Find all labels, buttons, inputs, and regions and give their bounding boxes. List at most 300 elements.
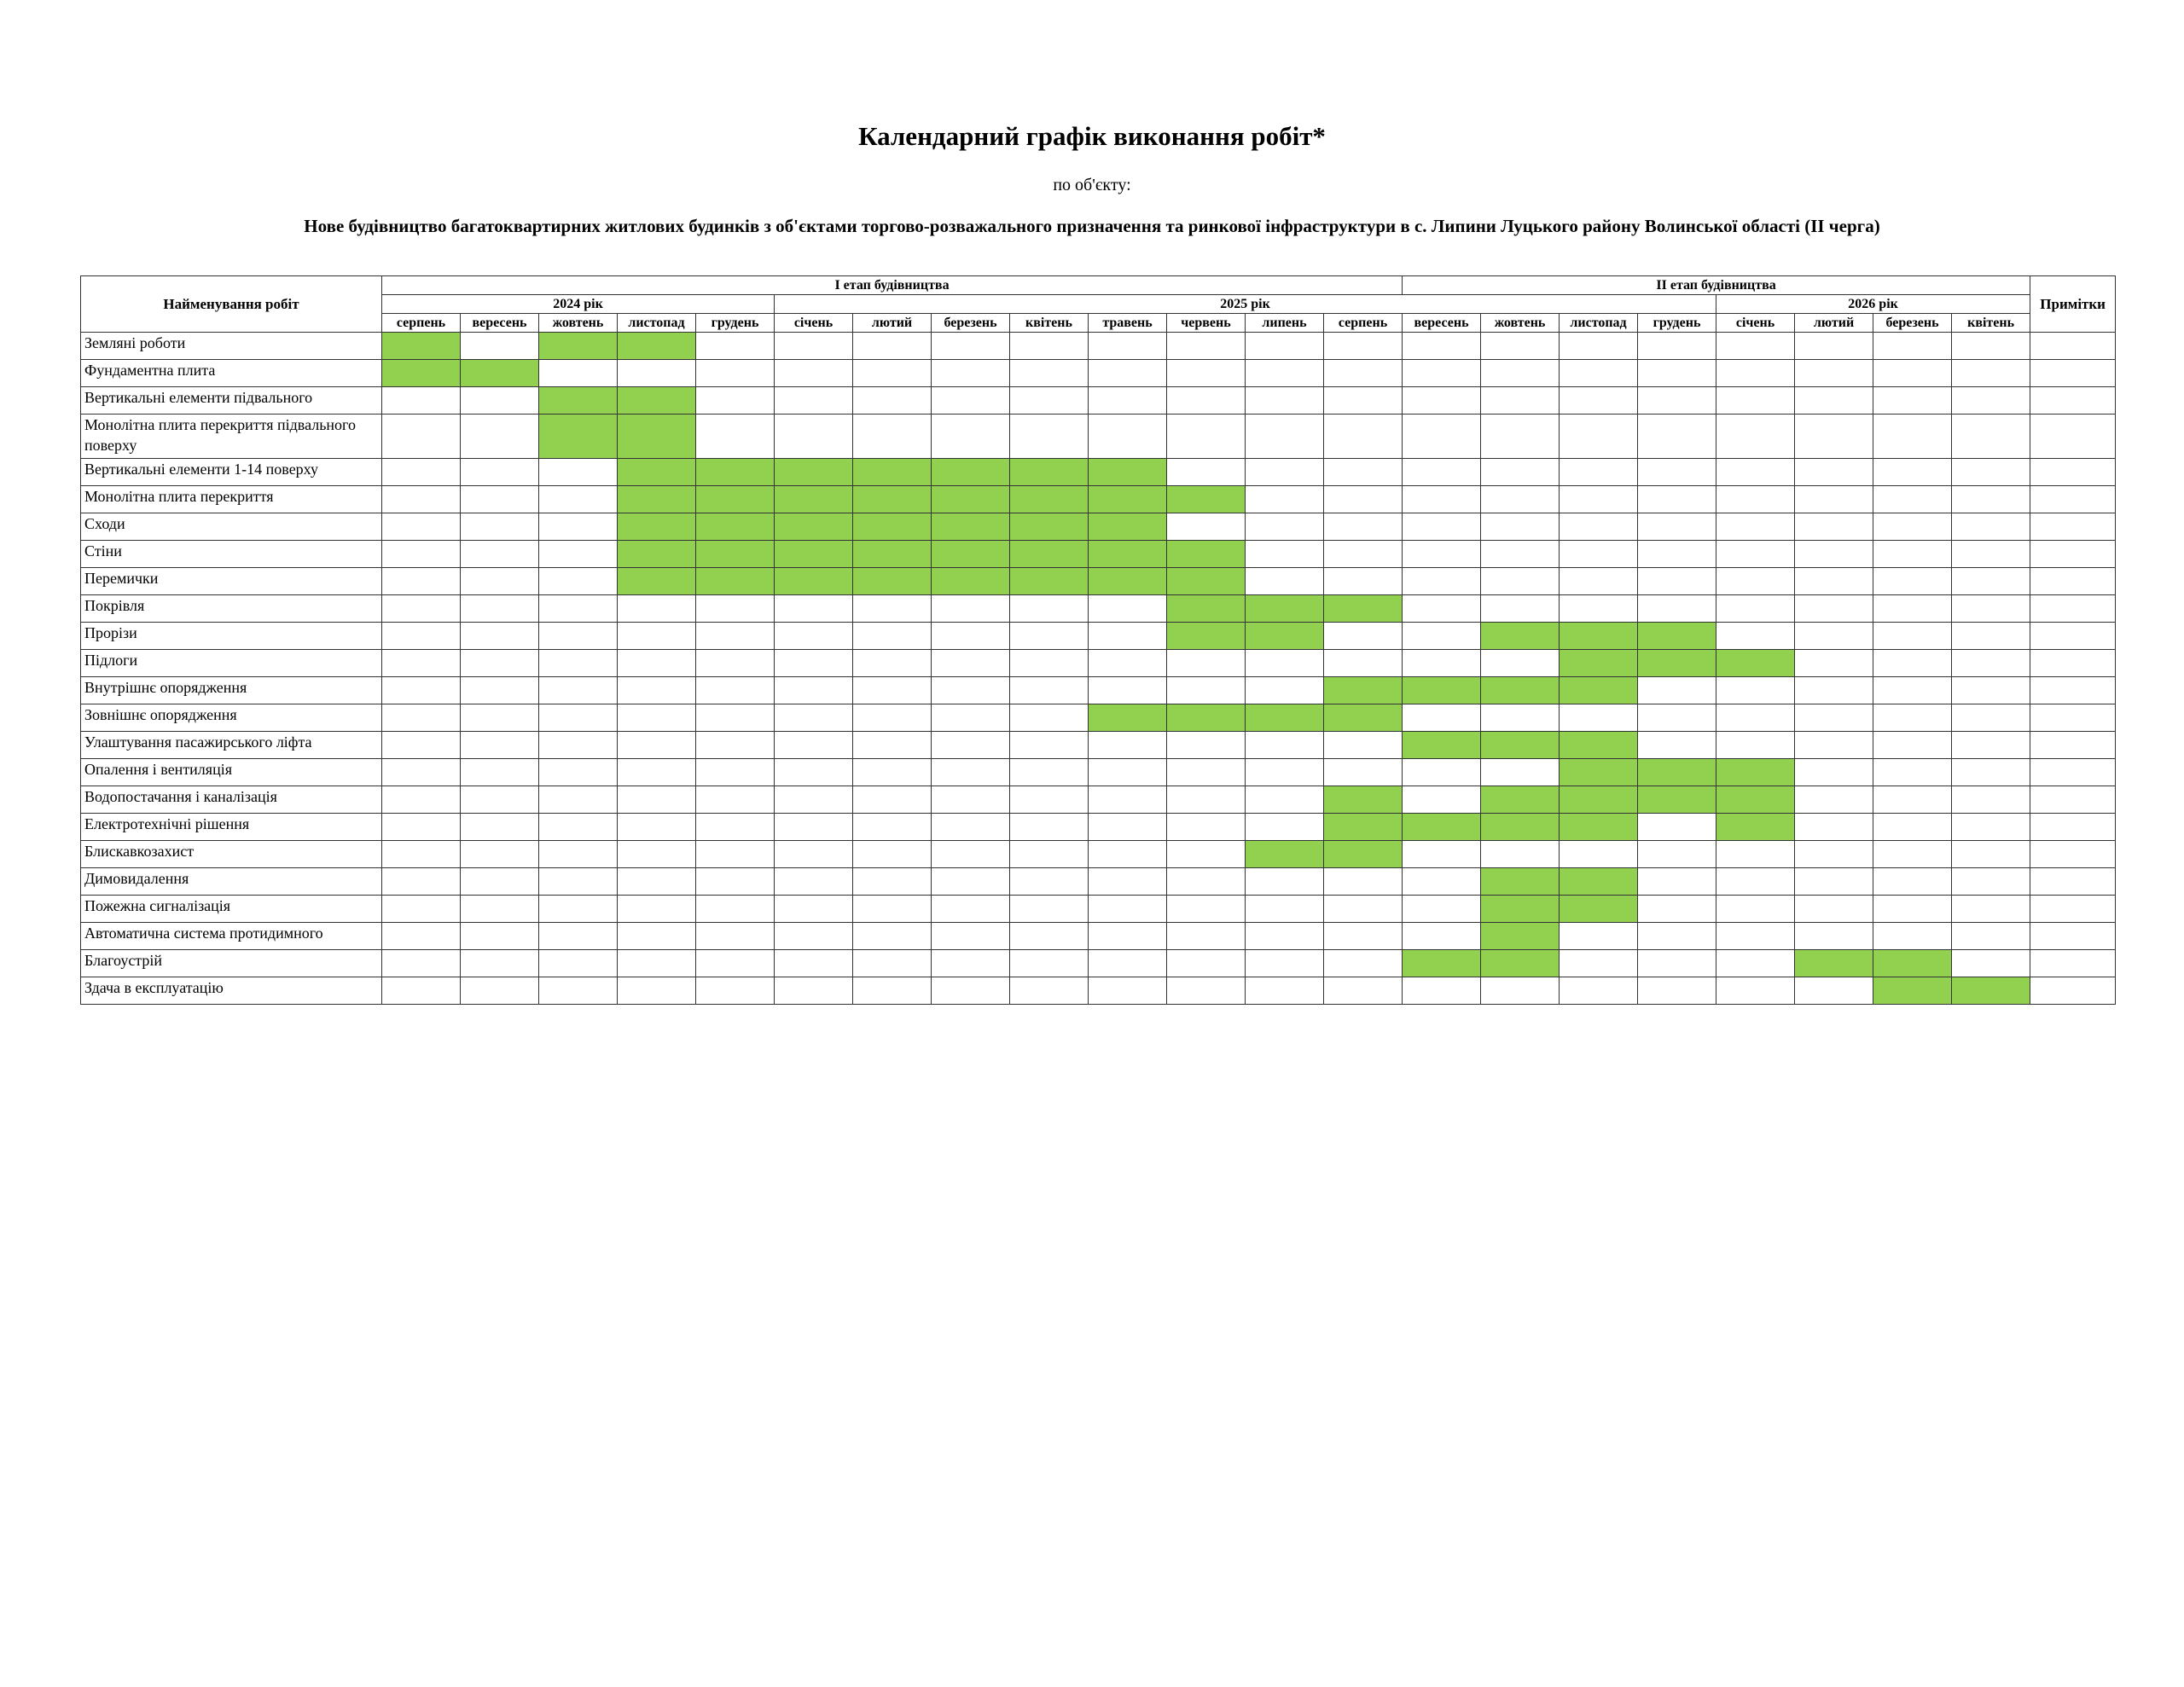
table-row xyxy=(81,759,2116,786)
schedule-table xyxy=(80,275,2116,1005)
schedule-cell xyxy=(1403,977,1481,1005)
schedule-cell xyxy=(1560,387,1638,415)
schedule-cell xyxy=(1010,950,1089,977)
schedule-cell xyxy=(1481,387,1560,415)
schedule-cell xyxy=(1481,333,1560,360)
schedule-cell-active xyxy=(1246,595,1324,623)
schedule-cell-active xyxy=(1324,841,1403,868)
work-name-cell: Благоустрій xyxy=(81,950,382,977)
month-header: березень xyxy=(932,314,1010,333)
work-name-cell: Димовидалення xyxy=(81,868,382,896)
schedule-cell xyxy=(1481,360,1560,387)
schedule-cell xyxy=(1716,704,1795,732)
month-header: жовтень xyxy=(1481,314,1560,333)
schedule-cell xyxy=(539,923,618,950)
schedule-cell xyxy=(1638,704,1716,732)
schedule-cell xyxy=(1089,868,1167,896)
schedule-cell xyxy=(775,415,853,459)
schedule-cell xyxy=(1089,415,1167,459)
schedule-cell xyxy=(382,732,461,759)
schedule-cell xyxy=(539,541,618,568)
schedule-cell xyxy=(461,333,539,360)
schedule-cell xyxy=(1795,459,1873,486)
schedule-cell-active xyxy=(1638,759,1716,786)
table-row xyxy=(81,595,2116,623)
schedule-cell xyxy=(1638,541,1716,568)
schedule-cell xyxy=(1089,623,1167,650)
work-name-cell: Улаштування пасажирського ліфта xyxy=(81,732,382,759)
schedule-cell-active xyxy=(1089,568,1167,595)
schedule-cell xyxy=(932,704,1010,732)
schedule-cell xyxy=(1795,595,1873,623)
notes-cell xyxy=(2030,677,2116,704)
schedule-cell xyxy=(1246,896,1324,923)
schedule-cell-active xyxy=(1481,896,1560,923)
schedule-cell xyxy=(1952,459,2030,486)
schedule-cell xyxy=(1952,595,2030,623)
schedule-cell xyxy=(539,977,618,1005)
year-header: 2024 рік xyxy=(382,295,775,314)
schedule-cell xyxy=(461,841,539,868)
schedule-cell xyxy=(1167,977,1246,1005)
schedule-cell xyxy=(382,459,461,486)
schedule-cell-active xyxy=(1167,486,1246,513)
schedule-cell-active xyxy=(1167,541,1246,568)
table-row xyxy=(81,704,2116,732)
schedule-cell xyxy=(1560,541,1638,568)
notes-cell xyxy=(2030,387,2116,415)
schedule-cell xyxy=(618,814,696,841)
schedule-cell xyxy=(1952,923,2030,950)
schedule-cell xyxy=(1246,759,1324,786)
schedule-cell-active xyxy=(1167,595,1246,623)
schedule-cell xyxy=(696,814,775,841)
schedule-cell xyxy=(1403,704,1481,732)
schedule-cell xyxy=(1952,650,2030,677)
schedule-cell xyxy=(1795,568,1873,595)
schedule-cell-active xyxy=(1403,950,1481,977)
schedule-cell xyxy=(1010,595,1089,623)
schedule-cell xyxy=(1952,841,2030,868)
schedule-cell xyxy=(1246,459,1324,486)
schedule-cell xyxy=(775,387,853,415)
schedule-cell-active xyxy=(1481,814,1560,841)
schedule-cell xyxy=(1952,868,2030,896)
schedule-cell-active xyxy=(1010,513,1089,541)
schedule-cell xyxy=(1481,841,1560,868)
schedule-cell xyxy=(1795,923,1873,950)
schedule-cell xyxy=(1010,704,1089,732)
schedule-cell xyxy=(1873,814,1952,841)
schedule-cell xyxy=(1324,415,1403,459)
schedule-cell-active xyxy=(539,333,618,360)
schedule-cell xyxy=(775,732,853,759)
schedule-cell xyxy=(1638,415,1716,459)
month-header: листопад xyxy=(618,314,696,333)
schedule-cell xyxy=(775,868,853,896)
schedule-cell xyxy=(1246,868,1324,896)
schedule-cell xyxy=(696,595,775,623)
schedule-cell xyxy=(1089,896,1167,923)
schedule-cell xyxy=(618,677,696,704)
schedule-cell xyxy=(696,732,775,759)
schedule-cell xyxy=(1481,704,1560,732)
schedule-cell xyxy=(932,759,1010,786)
month-header: серпень xyxy=(1324,314,1403,333)
schedule-cell-active xyxy=(1873,977,1952,1005)
schedule-cell xyxy=(1873,595,1952,623)
work-name-cell: Перемички xyxy=(81,568,382,595)
schedule-cell xyxy=(539,759,618,786)
schedule-cell xyxy=(382,568,461,595)
schedule-cell xyxy=(1324,486,1403,513)
schedule-cell xyxy=(1010,786,1089,814)
schedule-cell xyxy=(853,841,932,868)
schedule-cell xyxy=(1638,568,1716,595)
schedule-cell-active xyxy=(696,541,775,568)
schedule-cell-active xyxy=(853,513,932,541)
schedule-cell xyxy=(853,732,932,759)
month-header: березень xyxy=(1873,314,1952,333)
schedule-cell xyxy=(1952,387,2030,415)
schedule-cell xyxy=(1010,896,1089,923)
schedule-cell xyxy=(1560,415,1638,459)
schedule-cell xyxy=(1873,623,1952,650)
schedule-cell xyxy=(1638,896,1716,923)
schedule-cell xyxy=(1324,623,1403,650)
schedule-cell xyxy=(382,677,461,704)
schedule-cell xyxy=(696,759,775,786)
schedule-cell xyxy=(1873,459,1952,486)
work-name-cell: Монолітна плита перекриття підвального поверху xyxy=(81,415,382,459)
schedule-cell xyxy=(1324,868,1403,896)
table-row xyxy=(81,360,2116,387)
schedule-cell-active xyxy=(1089,513,1167,541)
schedule-cell xyxy=(1246,387,1324,415)
schedule-cell xyxy=(1324,650,1403,677)
schedule-cell xyxy=(1089,950,1167,977)
schedule-cell xyxy=(1873,786,1952,814)
schedule-cell xyxy=(775,923,853,950)
schedule-cell-active xyxy=(1324,704,1403,732)
schedule-cell xyxy=(1167,650,1246,677)
schedule-cell xyxy=(1952,360,2030,387)
table-row xyxy=(81,513,2116,541)
schedule-cell xyxy=(1873,732,1952,759)
schedule-cell xyxy=(1403,513,1481,541)
schedule-cell xyxy=(775,759,853,786)
schedule-cell xyxy=(1403,896,1481,923)
schedule-cell xyxy=(853,415,932,459)
schedule-cell xyxy=(1324,950,1403,977)
schedule-cell-active xyxy=(1246,704,1324,732)
work-name-cell: Земляні роботи xyxy=(81,333,382,360)
schedule-cell xyxy=(1873,568,1952,595)
schedule-cell-active xyxy=(775,459,853,486)
schedule-cell xyxy=(775,650,853,677)
schedule-cell xyxy=(1638,360,1716,387)
schedule-cell-active xyxy=(1716,759,1795,786)
schedule-cell xyxy=(1716,360,1795,387)
month-header: жовтень xyxy=(539,314,618,333)
schedule-cell xyxy=(1010,977,1089,1005)
notes-cell xyxy=(2030,977,2116,1005)
schedule-cell xyxy=(1560,704,1638,732)
schedule-cell xyxy=(932,868,1010,896)
schedule-cell xyxy=(1246,732,1324,759)
schedule-cell xyxy=(1716,333,1795,360)
schedule-cell xyxy=(696,677,775,704)
schedule-cell xyxy=(1638,950,1716,977)
schedule-cell-active xyxy=(853,568,932,595)
notes-cell xyxy=(2030,650,2116,677)
schedule-cell xyxy=(1403,360,1481,387)
schedule-cell xyxy=(1638,677,1716,704)
schedule-cell-active xyxy=(618,387,696,415)
schedule-cell xyxy=(853,950,932,977)
schedule-cell-active xyxy=(1795,950,1873,977)
schedule-cell xyxy=(1638,459,1716,486)
schedule-cell-active xyxy=(1638,786,1716,814)
schedule-cell xyxy=(1952,333,2030,360)
schedule-cell xyxy=(382,513,461,541)
schedule-cell xyxy=(461,814,539,841)
schedule-cell xyxy=(461,387,539,415)
schedule-cell xyxy=(1246,786,1324,814)
schedule-cell xyxy=(696,923,775,950)
schedule-cell xyxy=(1246,486,1324,513)
work-name-cell: Прорізи xyxy=(81,623,382,650)
schedule-cell xyxy=(932,623,1010,650)
month-header: лютий xyxy=(853,314,932,333)
schedule-cell xyxy=(1873,415,1952,459)
schedule-cell xyxy=(382,541,461,568)
work-name-cell: Пожежна сигналізація xyxy=(81,896,382,923)
schedule-cell xyxy=(1638,977,1716,1005)
schedule-cell xyxy=(1873,650,1952,677)
notes-cell xyxy=(2030,923,2116,950)
schedule-cell-active xyxy=(1167,704,1246,732)
schedule-cell xyxy=(1638,333,1716,360)
schedule-cell xyxy=(1010,923,1089,950)
object-name: Нове будівництво багатоквартирних житлових будинків з об'єктами торгово-розважального призначення та ринкової інфраструктури в с. Липини Луцького району Волинської області (ІІ черга) xyxy=(304,216,1880,236)
notes-cell xyxy=(2030,732,2116,759)
schedule-cell xyxy=(539,868,618,896)
schedule-cell-active xyxy=(932,513,1010,541)
schedule-cell-active xyxy=(1246,841,1324,868)
schedule-cell xyxy=(1952,786,2030,814)
schedule-cell xyxy=(461,568,539,595)
schedule-cell xyxy=(1324,759,1403,786)
schedule-cell xyxy=(1795,333,1873,360)
schedule-cell xyxy=(932,732,1010,759)
table-row xyxy=(81,333,2116,360)
table-row xyxy=(81,650,2116,677)
schedule-cell xyxy=(1403,541,1481,568)
schedule-cell xyxy=(618,950,696,977)
schedule-cell xyxy=(1952,896,2030,923)
month-header: грудень xyxy=(696,314,775,333)
schedule-cell xyxy=(461,459,539,486)
month-header: січень xyxy=(1716,314,1795,333)
schedule-cell xyxy=(461,950,539,977)
schedule-cell xyxy=(461,415,539,459)
schedule-cell xyxy=(932,841,1010,868)
schedule-cell xyxy=(1010,759,1089,786)
schedule-cell xyxy=(1638,387,1716,415)
schedule-cell xyxy=(1873,333,1952,360)
schedule-cell xyxy=(932,333,1010,360)
schedule-cell xyxy=(853,650,932,677)
schedule-cell xyxy=(1873,486,1952,513)
schedule-cell xyxy=(1716,387,1795,415)
schedule-cell-active xyxy=(696,568,775,595)
notes-cell xyxy=(2030,415,2116,459)
schedule-cell xyxy=(1716,486,1795,513)
schedule-cell-active xyxy=(696,513,775,541)
schedule-cell-active xyxy=(1716,786,1795,814)
work-name-cell: Підлоги xyxy=(81,650,382,677)
schedule-cell xyxy=(1010,814,1089,841)
schedule-cell-active xyxy=(1167,568,1246,595)
schedule-cell xyxy=(932,595,1010,623)
schedule-cell xyxy=(1795,415,1873,459)
table-row xyxy=(81,950,2116,977)
work-name-cell: Фундаментна плита xyxy=(81,360,382,387)
schedule-cell xyxy=(932,896,1010,923)
month-header-row xyxy=(81,314,2116,333)
schedule-cell-active xyxy=(1873,950,1952,977)
schedule-cell xyxy=(696,868,775,896)
schedule-cell xyxy=(853,759,932,786)
schedule-cell xyxy=(1560,841,1638,868)
month-header: квітень xyxy=(1952,314,2030,333)
schedule-cell xyxy=(932,923,1010,950)
stage-header-row xyxy=(81,276,2116,295)
schedule-cell xyxy=(696,360,775,387)
schedule-cell-active xyxy=(1089,459,1167,486)
schedule-cell-active xyxy=(618,415,696,459)
schedule-cell xyxy=(1795,868,1873,896)
schedule-cell-active xyxy=(1638,623,1716,650)
month-header: червень xyxy=(1167,314,1246,333)
schedule-cell xyxy=(1716,595,1795,623)
schedule-cell xyxy=(1795,486,1873,513)
notes-cell xyxy=(2030,841,2116,868)
schedule-cell xyxy=(539,568,618,595)
schedule-cell xyxy=(1010,732,1089,759)
schedule-cell xyxy=(1952,513,2030,541)
stage-header: ІІ етап будівництва xyxy=(1403,276,2030,295)
notes-cell xyxy=(2030,623,2116,650)
notes-cell xyxy=(2030,704,2116,732)
schedule-cell xyxy=(539,896,618,923)
schedule-cell xyxy=(775,333,853,360)
schedule-cell xyxy=(382,486,461,513)
schedule-cell-active xyxy=(1010,486,1089,513)
work-name-header: Найменування робіт xyxy=(81,276,382,333)
schedule-cell xyxy=(1246,541,1324,568)
work-name-cell: Покрівля xyxy=(81,595,382,623)
schedule-cell xyxy=(1638,513,1716,541)
schedule-cell xyxy=(1167,677,1246,704)
month-header: вересень xyxy=(461,314,539,333)
schedule-cell xyxy=(1716,868,1795,896)
schedule-cell xyxy=(618,977,696,1005)
schedule-cell xyxy=(1324,896,1403,923)
schedule-cell xyxy=(1246,950,1324,977)
schedule-cell xyxy=(539,360,618,387)
schedule-cell xyxy=(1089,814,1167,841)
month-header: листопад xyxy=(1560,314,1638,333)
table-row xyxy=(81,387,2116,415)
schedule-cell-active xyxy=(696,459,775,486)
schedule-cell xyxy=(1010,333,1089,360)
schedule-cell xyxy=(1795,841,1873,868)
schedule-cell xyxy=(1560,977,1638,1005)
schedule-cell xyxy=(1246,568,1324,595)
schedule-cell xyxy=(1873,677,1952,704)
schedule-cell xyxy=(775,595,853,623)
schedule-cell-active xyxy=(775,486,853,513)
schedule-cell-active xyxy=(932,568,1010,595)
schedule-cell xyxy=(1952,704,2030,732)
schedule-cell xyxy=(1403,486,1481,513)
schedule-cell xyxy=(1010,650,1089,677)
schedule-cell xyxy=(1089,759,1167,786)
schedule-cell xyxy=(1324,977,1403,1005)
schedule-cell xyxy=(1167,814,1246,841)
schedule-cell xyxy=(1246,360,1324,387)
table-row xyxy=(81,977,2116,1005)
schedule-cell xyxy=(1167,360,1246,387)
schedule-cell xyxy=(1716,623,1795,650)
schedule-cell xyxy=(1795,623,1873,650)
notes-cell xyxy=(2030,814,2116,841)
schedule-cell xyxy=(853,814,932,841)
table-row xyxy=(81,459,2116,486)
schedule-cell xyxy=(1167,333,1246,360)
schedule-cell xyxy=(696,896,775,923)
schedule-cell xyxy=(1010,387,1089,415)
schedule-cell xyxy=(461,732,539,759)
notes-cell xyxy=(2030,759,2116,786)
table-row xyxy=(81,568,2116,595)
schedule-cell xyxy=(1873,541,1952,568)
schedule-cell xyxy=(1873,513,1952,541)
schedule-cell-active xyxy=(1638,650,1716,677)
schedule-cell xyxy=(853,360,932,387)
schedule-cell xyxy=(1089,841,1167,868)
schedule-cell xyxy=(1795,977,1873,1005)
schedule-cell xyxy=(1716,977,1795,1005)
schedule-cell xyxy=(1403,568,1481,595)
notes-cell xyxy=(2030,595,2116,623)
schedule-cell xyxy=(618,650,696,677)
schedule-cell xyxy=(1952,415,2030,459)
schedule-cell xyxy=(932,387,1010,415)
schedule-cell xyxy=(382,896,461,923)
work-name-cell: Внутрішнє опорядження xyxy=(81,677,382,704)
schedule-cell-active xyxy=(382,333,461,360)
schedule-cell xyxy=(696,786,775,814)
schedule-cell xyxy=(853,896,932,923)
schedule-cell xyxy=(696,841,775,868)
schedule-cell-active xyxy=(1952,977,2030,1005)
schedule-cell xyxy=(1716,541,1795,568)
schedule-cell xyxy=(382,623,461,650)
schedule-cell-active xyxy=(1324,595,1403,623)
